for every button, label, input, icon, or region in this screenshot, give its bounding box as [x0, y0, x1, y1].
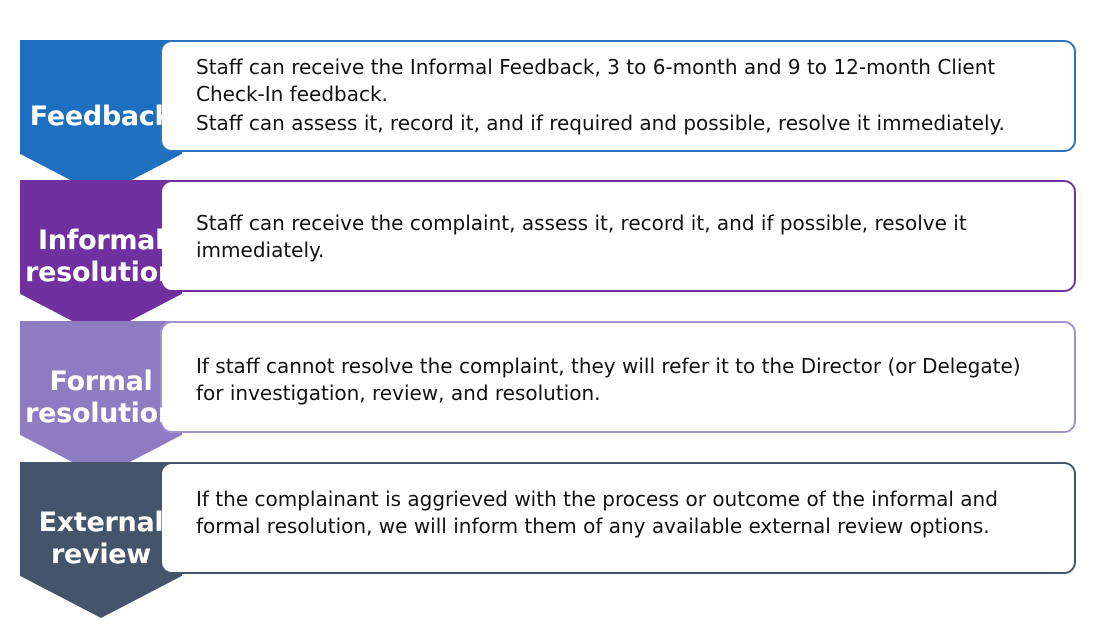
stage-informal-resolution-label-line-2: resolution [25, 257, 177, 288]
stage-external-review-label [20, 507, 182, 571]
stage-formal-resolution-description [160, 321, 1076, 433]
stage-external-review-description [160, 462, 1076, 574]
stage-formal-resolution-label [20, 366, 182, 430]
stage-formal-resolution-paragraph-1: If staff cannot resolve the complaint, they will refer it to the Director (or Delegate) for investigation, review, and resolution. [196, 354, 1021, 405]
stage-feedback-paragraph-2: Staff can assess it, record it, and if required and possible, resolve it immediately. [196, 111, 1005, 135]
stage-external-review-label-line-2: review [51, 539, 151, 570]
stage-formal-resolution-label-line-2: resolution [25, 398, 177, 429]
stage-informal-resolution-label-line-1: Informal [37, 225, 165, 256]
stage-feedback-label-line-1: Feedback [29, 101, 173, 132]
stage-informal-resolution-paragraph-1: Staff can receive the complaint, assess it, record it, and if possible, resolve it immediately. [196, 211, 967, 262]
stage-informal-resolution-description [160, 180, 1076, 292]
stage-feedback-description [160, 40, 1076, 152]
stage-feedback-label [20, 101, 182, 133]
stage-feedback-paragraph-1: Staff can receive the Informal Feedback, 3 to 6-month and 9 to 12-month Client Check-In feedback. [196, 55, 996, 106]
stage-informal-resolution-label [20, 225, 182, 289]
stage-formal-resolution-label-line-1: Formal [49, 366, 153, 397]
stage-external-review-label-line-1: External [38, 507, 164, 538]
stage-external-review-paragraph-1: If the complainant is aggrieved with the process or outcome of the informal and formal resolution, we will inform them of any available external review options. [196, 487, 998, 538]
